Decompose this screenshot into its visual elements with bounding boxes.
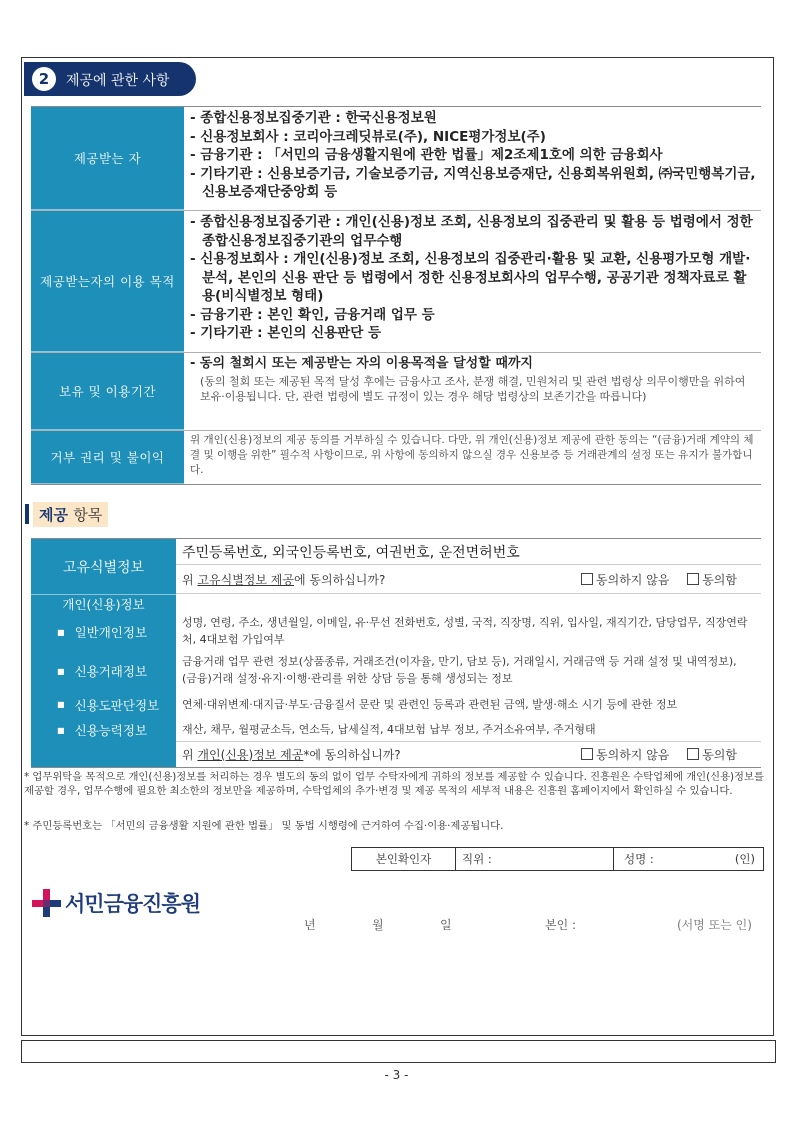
agree-checkbox[interactable] <box>687 573 699 585</box>
credit-tx-label: 신용거래정보 <box>74 664 148 679</box>
sign-hint: (서명 또는 인) <box>677 918 752 932</box>
credit-ability-label: 신용능력정보 <box>74 723 148 738</box>
unique-label: 고유식별정보 <box>31 539 176 595</box>
personal-consent-row: 위 개인(신용)정보 제공*에 동의하십니까? 동의하지 않음 동의함 <box>182 747 737 762</box>
disagree-checkbox[interactable] <box>581 573 593 585</box>
date-year: 년 <box>304 918 316 932</box>
bullet-icon: ■ <box>57 627 65 637</box>
recipients-label: 제공받는 자 <box>31 107 184 210</box>
bullet-icon: ■ <box>57 700 65 709</box>
page-number: - 3 - <box>384 1068 409 1082</box>
personal-disagree-option[interactable]: 동의하지 않음 <box>581 748 669 762</box>
items-value-column <box>176 539 761 767</box>
heading-bar <box>25 504 29 524</box>
retention-label: 보유 및 이용기간 <box>31 353 184 430</box>
unique-agree-option[interactable]: 동의함 <box>687 573 737 587</box>
section-number: 2 <box>32 67 56 91</box>
items-heading-main: 제공 <box>39 505 68 524</box>
credit-tx-label-cell <box>31 651 176 691</box>
date-day: 일 <box>440 918 452 932</box>
unique-consent-row: 위 고유식별정보 제공에 동의하십니까? 동의하지 않음 동의함 <box>182 572 737 587</box>
refusal-label: 거부 권리 및 불이익 <box>31 431 184 484</box>
personal-agree-option[interactable]: 동의함 <box>687 748 737 762</box>
items-table <box>31 538 761 768</box>
logo-text: 서민금융진흥원 <box>65 892 201 916</box>
credit-judge-label-cell <box>31 691 176 718</box>
credit-ability-label-cell <box>31 718 176 742</box>
personal-label: 개인(신용)정보 <box>62 597 145 612</box>
retention-main: - 동의 철회시 또는 제공받는 자의 이용목적을 달성할 때까지 <box>190 356 533 371</box>
note-outsourcing: * 업무위탁을 목적으로 개인(신용)정보를 처리하는 경우 별도의 동의 없이 업무 수탁자에게 귀하의 정보를 제공할 수 있습니다. 진흥원은 수탁업체에 개인(신용)정보를 제공할 경우, 업무수행에 필요한 최소한의 정보만을 제공하며, 수탁업체의 추가·변경 및 제공 목적의 세부적 내용은 진흥원 홈페이지에서 확인하실 수 있습니다. <box>24 771 764 797</box>
name-field[interactable]: 성명 : (인) <box>624 852 755 866</box>
purpose-label: 제공받는자의 이용 목적 <box>31 211 184 352</box>
items-heading <box>25 501 108 527</box>
bullet-icon: ■ <box>57 725 65 735</box>
purpose-list: - 종합신용정보집중기관 : 개인(신용)정보 조회, 신용정보의 집중관리 및 활용 등 법령에서 정한 종합신용정보집중기관의 업무수행 - 신용정보회사 : 개인(신용)정보 조회, 신용정보의 집중관리·활용 및 교환, 신용평가모형 개발·분석, 본인의 신용 판단 등 법령에서 정한 신용정보회사의 업무수행, 공공기관 정책자료로 활용(비식별정보 형태) - 금융기관 : 본인 확인, 금융거래 업무 등 - 기타기관 : 본인의 신용판단 등 <box>190 214 753 341</box>
footer-box <box>21 1040 776 1063</box>
date-month: 월 <box>372 918 384 932</box>
section-header <box>24 62 196 96</box>
personal-consent-emph: 개인(신용)정보 제공 <box>197 747 304 762</box>
disagree-checkbox[interactable] <box>581 748 593 760</box>
unique-disagree-option[interactable]: 동의하지 않음 <box>581 573 669 587</box>
refusal-text: 위 개인(신용)정보의 제공 동의를 거부하실 수 있습니다. 다만, 위 개인(신용)정보 제공에 관한 동의는 “(금융)거래 계약의 체결 및 이행을 위한” 필수적 사항이므로, 위 사항에 동의하지 않으실 경우 신용보증 등 거래관계의 설정 또는 유지가 불가합니다. <box>190 434 754 476</box>
unique-value: 주민등록번호, 외국인등록번호, 여권번호, 운전면허번호 <box>176 539 761 565</box>
recipients-row <box>31 107 761 211</box>
logo-icon <box>32 889 62 917</box>
verifier-label: 본인확인자 <box>352 848 456 870</box>
unique-consent-emph: 고유식별정보 제공 <box>197 572 294 587</box>
retention-row <box>31 353 761 431</box>
bullet-icon: ■ <box>57 666 65 676</box>
self-label: 본인 : <box>545 918 577 932</box>
retention-sub: (동의 철회 또는 제공된 목적 달성 후에는 금융사고 조사, 분쟁 해결, 민원처리 및 관련 법령상 의무이행만을 위하여 보유·이용됩니다. 단, 관련 법령에 별도 규정이 있는 경우 해당 법령상의 보존기간을 따릅니다) <box>200 374 746 403</box>
credit-tx-value: 금융거래 업무 관련 정보(상품종류, 거래조건(이자율, 만기, 담보 등), 거래일시, 거래금액 등 거래 설정 및 내역정보), (금융)거래 설정·유지·이행·관리를 위한 상담 등을 통해 생성되는 정보 <box>182 655 737 685</box>
credit-judge-value: 연체·대위변제·대지급·부도·금융질서 문란 및 관련인 등록과 관련된 금액, 발생·해소 시기 등에 관한 정보 <box>182 697 678 711</box>
refusal-row <box>31 431 761 484</box>
signature-box <box>351 847 764 871</box>
items-label-column <box>31 539 176 767</box>
note-resident-number: * 주민등록번호는 「서민의 금융생활 지원에 관한 법률」 및 동법 시행령에 근거하여 수집·이용·제공됩니다. <box>24 820 504 832</box>
provide-table <box>31 106 761 485</box>
general-label-cell <box>31 613 176 651</box>
agree-checkbox[interactable] <box>687 748 699 760</box>
credit-judge-label: 신용도판단정보 <box>74 697 160 713</box>
items-heading-rest: 항목 <box>73 505 103 524</box>
section-title: 제공에 관한 사항 <box>66 73 170 89</box>
seal-mark: (인) <box>734 852 755 866</box>
purpose-row <box>31 211 761 353</box>
recipients-list: - 종합신용정보집중기관 : 한국신용정보원 - 신용정보회사 : 코리아크레딧뷰로(주), NICE평가정보(주) - 금융기관 : 「서민의 금융생활지원에 관한 법률」제2조제1호에 의한 금융회사 - 기타기관 : 신용보증기금, 기술보증기금, 지역신용보증재단, 신용회복위원회, ㈜국민행복기금, 신용보증재단중앙회 등 <box>190 110 756 200</box>
general-value: 성명, 연령, 주소, 생년월일, 이메일, 유·무선 전화번호, 성별, 국적, 직장명, 직위, 입사일, 재직기간, 담당업무, 직장연락처, 4대보험 가입여부 <box>182 616 748 646</box>
credit-ability-value: 재산, 채무, 월평균소득, 연소득, 납세실적, 4대보험 납부 정보, 주거소유여부, 주거형태 <box>182 723 596 736</box>
general-label: 일반개인정보 <box>74 625 148 640</box>
position-field[interactable]: 직위 : <box>456 848 614 870</box>
kinfa-logo <box>32 888 200 918</box>
